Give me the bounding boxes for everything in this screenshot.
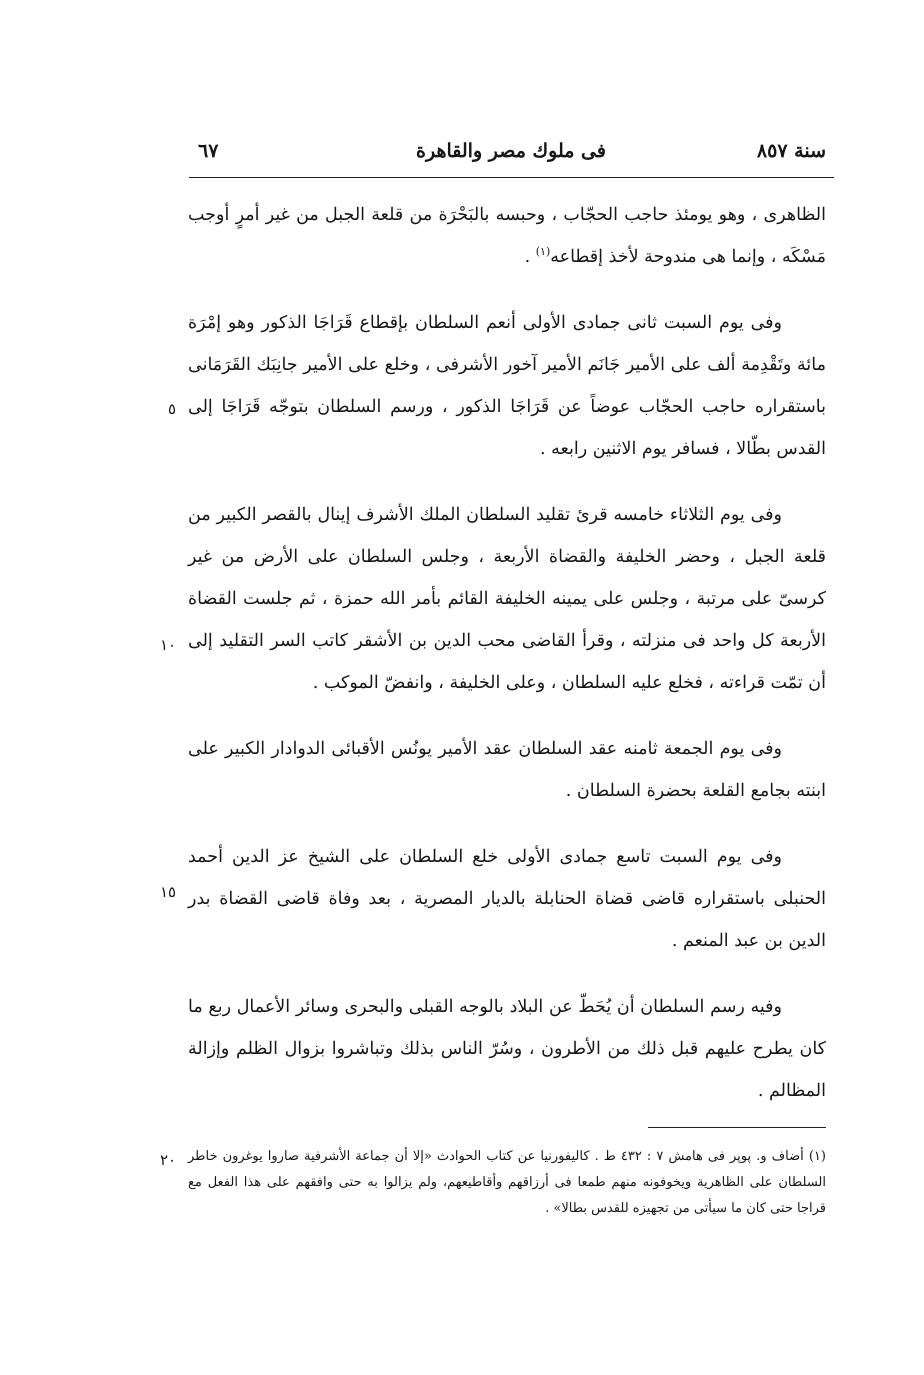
paragraph-4: وفى يوم الجمعة ثامنه عقد السلطان عقد الأمير يونُس الأقبائى الدوادار الكبير على ابنته بجامع القلعة بحضرة السلطان . bbox=[188, 739, 826, 801]
paragraph-1-end: . bbox=[524, 247, 536, 267]
footnote-reference: (١) bbox=[535, 245, 551, 258]
main-text bbox=[188, 194, 826, 1136]
footnote bbox=[188, 1144, 826, 1222]
paragraph-1 bbox=[188, 194, 826, 278]
header-year: سنة ٨٥٧ bbox=[756, 140, 826, 162]
running-header bbox=[192, 140, 830, 172]
paragraph-5: وفى يوم السبت تاسع جمادى الأولى خلع السلطان على الشيخ عز الدين أحمد الحنبلى باستقراره قاضى قضاة الحنابلة بالديار المصرية ، بعد وفاة قاضى القضاة بدر الدين بن عبد المنعم . bbox=[188, 847, 826, 951]
line-number-20: ٢٠ bbox=[160, 1151, 177, 1169]
paragraph-3: وفى يوم الثلاثاء خامسه قرئ تقليد السلطان الملك الأشرف إينال بالقصر الكبير من قلعة الجبل ، وحضر الخليفة والقضاة الأربعة ، وجلس السلطان على الأرض من غير كرسىّ على مرتبة ، وجلس على يمينه الخليفة القائم بأمر الله حمزة ، ثم جلست القضاة الأربعة كل واحد فى منزلته ، وقرأ القاضى محب الدين بن الأشقر كاتب السر التقليد إلى أن تمّت قراءته ، فخلع عليه السلطان ، وعلى الخليفة ، وانفضّ الموكب . bbox=[188, 505, 826, 693]
footnote-rule bbox=[648, 1127, 826, 1128]
line-number-5: ٥ bbox=[168, 400, 177, 418]
line-number-10: ١٠ bbox=[160, 636, 177, 654]
page-number: ٦٧ bbox=[198, 140, 219, 162]
footnote-text: (١) أضاف و. پوپر فى هامش ٧ : ٤٣٢ ط . كاليفورنيا عن كتاب الحوادث «إلا أن جماعة الأشرفية صاروا يوغرون خاطر السلطان على الظاهرية ويخوفونه منهم طمعا فى أرزاقهم وأقاطيعهم، ولم يزالوا به حتى وافقهم على هذا الفعل مع قراجا حتى كان ما سيأتى من تجهيزه للقدس بطالا» . bbox=[188, 1149, 826, 1216]
line-number-15: ١٥ bbox=[160, 883, 177, 901]
header-rule bbox=[189, 177, 834, 178]
paragraph-1-text: الظاهرى ، وهو يومئذ حاجب الحجّاب ، وحبسه بالبَحْرَة من قلعة الجبل من غير أمرٍ أوجب مَسْكَه ، وإنما هى مندوحة لأخذ إقطاعه bbox=[188, 205, 826, 267]
paragraph-2: وفى يوم السبت ثانى جمادى الأولى أنعم السلطان بإقطاع قَرَاجَا الذكور وهو إمْرَة مائة وتَقْدِمة ألف على الأمير جَانَم الأمير آخور الأشرفى ، وخلع على الأمير جانِبَك القَرَمَانى باستقراره حاجب الحجّاب عوضاً عن قَرَاجَا الذكور ، ورسم السلطان بتوجّه قَرَاجَا إلى القدس بطّالا ، فسافر يوم الاثنين رابعه . bbox=[188, 313, 826, 459]
paragraph-6: وفيه رسم السلطان أن يُحَطّ عن البلاد بالوجه القبلى والبحرى وسائر الأعمال ربع ما كان يطرح عليهم قبل ذلك من الأطرون ، وسُرّ الناس بذلك وتباشروا بزوال الظلم وإزالة المظالم . bbox=[188, 997, 826, 1101]
header-title: فى ملوك مصر والقاهرة bbox=[416, 140, 606, 162]
